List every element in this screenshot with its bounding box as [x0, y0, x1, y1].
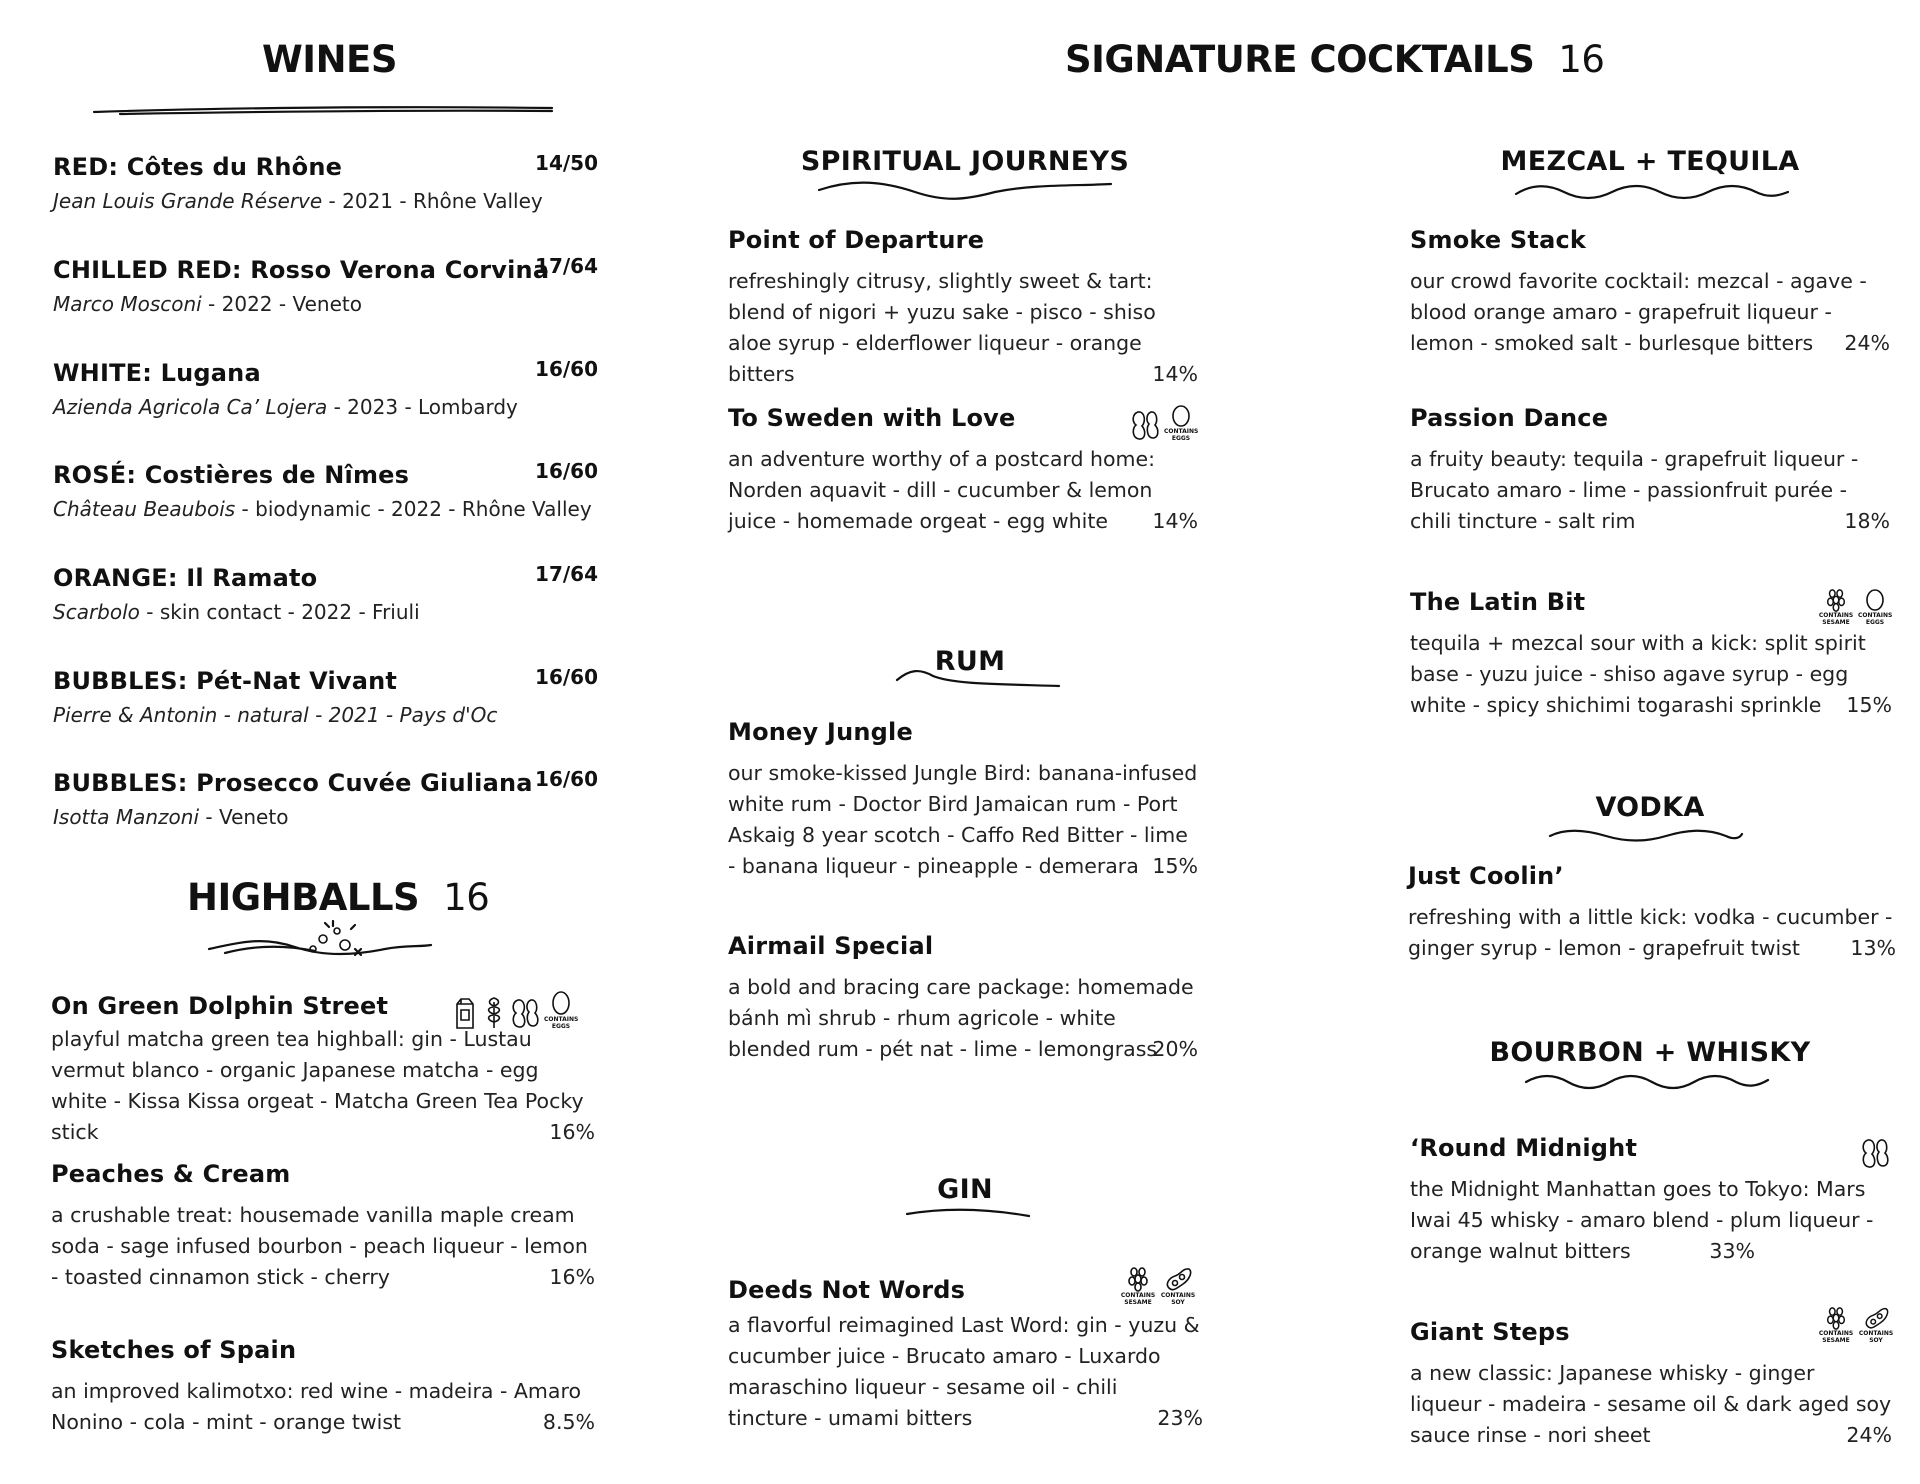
bourbon-underline — [1522, 1070, 1772, 1094]
cocktail-ingredients: refreshing with a little kick: vodka - cucumber - ginger syrup - lemon - grapefruit twist — [1408, 905, 1893, 960]
allergen-icons — [1130, 404, 1198, 442]
abv-percent: 24% — [1844, 331, 1890, 355]
cocktail-ingredients: refreshingly citrusy, slightly sweet & tart: blend of nigori + yuzu sake - pisco - shiso aloe syrup - elderflower liqueur - orange bitters — [728, 269, 1156, 386]
cocktail-name: To Sweden with Love — [728, 404, 1016, 432]
gin-underline — [903, 1204, 1033, 1224]
wine-price: 17/64 — [535, 254, 598, 278]
cocktail-description — [1410, 628, 1892, 721]
egg-icon — [544, 990, 578, 1030]
peanut-icon — [510, 996, 540, 1030]
allergen-label: CONTAINS EGGS — [1858, 612, 1893, 626]
abv-percent: 8.5% — [542, 1410, 595, 1434]
wine-name: CHILLED RED: Rosso Verona Corvina — [53, 256, 550, 284]
wheat-icon — [482, 996, 506, 1030]
allergen-icons — [1860, 1136, 1890, 1170]
vodka-heading: VODKA — [1595, 792, 1705, 823]
wine-description — [53, 805, 598, 829]
wine-description — [53, 703, 598, 727]
wine-name: RED: Côtes du Rhône — [53, 153, 343, 181]
mezcal-tequila-heading: MEZCAL + TEQUILA — [1500, 146, 1800, 177]
sesame-icon — [1818, 1306, 1854, 1344]
abv-percent: 15% — [1152, 854, 1198, 878]
milk-carton-icon — [452, 996, 478, 1030]
signature-price: 16 — [1558, 38, 1605, 81]
wine-description — [53, 292, 598, 316]
allergen-icons — [1120, 1266, 1196, 1306]
rum-underline — [893, 662, 1063, 692]
abv-percent: 33% — [1709, 1239, 1755, 1263]
cocktail-ingredients: playful matcha green tea highball: gin - Lustau vermut blanco - organic Japanese matcha - egg white - Kissa Kissa orgeat - Matcha Green Tea Pocky stick — [51, 1027, 584, 1144]
allergen-label: CONTAINS SOY — [1858, 1330, 1894, 1344]
wine-item — [53, 769, 598, 829]
spiritual-underline — [815, 178, 1115, 208]
highball-item — [51, 1160, 595, 1293]
wine-item — [53, 667, 598, 727]
wine-producer: Marco Mosconi — [53, 292, 202, 316]
cocktail-description — [1408, 902, 1896, 964]
cocktail-ingredients: tequila + mezcal sour with a kick: split spirit base - yuzu juice - shiso agave syrup - egg white - spicy shichimi togarashi sprinkle — [1410, 631, 1866, 717]
allergen-icons — [1818, 1306, 1894, 1344]
wine-description — [53, 395, 598, 419]
cocktail-item — [1410, 404, 1890, 537]
cocktail-name: On Green Dolphin Street — [51, 992, 389, 1020]
cocktail-name: Point of Departure — [728, 226, 985, 254]
wine-producer: Jean Louis Grande Réserve — [53, 189, 323, 213]
abv-percent: 14% — [1152, 362, 1198, 386]
wine-producer: Scarbolo — [53, 600, 140, 624]
wine-details: - 2023 - Lombardy — [327, 395, 518, 419]
cocktail-name: Just Coolin’ — [1408, 862, 1564, 890]
rum-heading: RUM — [934, 646, 1006, 677]
cocktail-description — [1410, 266, 1890, 359]
cocktail-description — [728, 266, 1198, 390]
wine-price: 17/64 — [535, 562, 598, 586]
cocktail-ingredients: a fruity beauty: tequila - grapefruit liqueur - Brucato amaro - lime - passionfruit purée - chili tincture - salt rim — [1410, 447, 1859, 533]
wine-item — [53, 564, 598, 624]
cocktail-ingredients: a new classic: Japanese whisky - ginger liqueur - madeira - sesame oil & dark aged soy sauce rinse - nori sheet — [1410, 1361, 1892, 1447]
abv-percent: 14% — [1152, 509, 1198, 533]
wine-price: 16/60 — [535, 357, 598, 381]
abv-percent: 23% — [1157, 1406, 1203, 1430]
cocktail-name: Giant Steps — [1410, 1318, 1570, 1346]
mezcal-underline — [1512, 180, 1792, 204]
cocktail-name: Airmail Special — [728, 932, 934, 960]
cocktail-item — [1408, 862, 1896, 964]
wine-name: BUBBLES: Pét-Nat Vivant — [53, 667, 398, 695]
wine-price: 14/50 — [535, 151, 598, 175]
allergen-label: CONTAINS SESAME — [1818, 1330, 1854, 1344]
cocktail-item — [1410, 226, 1890, 359]
wine-price: 16/60 — [535, 459, 598, 483]
egg-icon — [1858, 588, 1892, 626]
cocktail-description — [728, 758, 1198, 882]
cocktail-ingredients: an improved kalimotxo: red wine - madeira - Amaro Nonino - cola - mint - orange twist — [51, 1379, 581, 1434]
cocktail-item — [728, 226, 1198, 390]
cocktail-description — [1410, 444, 1890, 537]
wines-underline — [90, 100, 560, 122]
wine-details: - 2022 - Veneto — [201, 292, 362, 316]
cocktail-description — [1410, 1174, 1905, 1267]
abv-percent: 20% — [1152, 1037, 1198, 1061]
cocktail-ingredients: our smoke-kissed Jungle Bird: banana-infused white rum - Doctor Bird Jamaican rum - Port Askaig 8 year scotch - Caffo Red Bitter - lime - banana liqueur - pineapple - demerara — [728, 761, 1198, 878]
cocktail-description — [728, 444, 1198, 537]
wine-details: - biodynamic - 2022 - Rhône Valley — [235, 497, 592, 521]
wine-details: - skin contact - 2022 - Friuli — [139, 600, 420, 624]
soybean-icon — [1160, 1266, 1196, 1306]
allergen-label: CONTAINS SOY — [1160, 1292, 1196, 1306]
wine-price: 16/60 — [535, 767, 598, 791]
wine-item — [53, 153, 598, 213]
wine-price: 16/60 — [535, 665, 598, 689]
allergen-label: CONTAINS EGGS — [544, 1016, 579, 1030]
allergen-label: CONTAINS SESAME — [1818, 612, 1854, 626]
cocktail-ingredients: an adventure worthy of a postcard home: Norden aquavit - dill - cucumber & lemon juice - homemade orgeat - egg white — [728, 447, 1156, 533]
wine-producer: Azienda Agricola Ca’ Lojera — [53, 395, 328, 419]
wines-title: WINES — [262, 38, 397, 81]
abv-percent: 13% — [1850, 936, 1896, 960]
cocktail-ingredients: a flavorful reimagined Last Word: gin - yuzu & cucumber juice - Brucato amaro - Luxardo maraschino liqueur - sesame oil - chili tincture - umami bitters — [728, 1313, 1200, 1430]
allergen-icons — [452, 990, 578, 1030]
wine-item — [53, 461, 598, 521]
highballs-title-text: HIGHBALLS — [187, 876, 420, 919]
allergen-icons — [1818, 588, 1892, 626]
sesame-icon — [1120, 1266, 1156, 1306]
peanut-icon — [1130, 408, 1160, 442]
wine-name: ORANGE: Il Ramato — [53, 564, 318, 592]
spiritual-journeys-heading: SPIRITUAL JOURNEYS — [800, 146, 1130, 177]
cocktail-ingredients: the Midnight Manhattan goes to Tokyo: Mars Iwai 45 whisky - amaro blend - plum liqueur - orange walnut bitters — [1410, 1177, 1874, 1263]
vodka-underline — [1546, 824, 1746, 848]
wine-description — [53, 189, 598, 213]
cocktail-description — [728, 972, 1198, 1065]
cocktail-name: Sketches of Spain — [51, 1336, 297, 1364]
wine-name: BUBBLES: Prosecco Cuvée Giuliana — [53, 769, 533, 797]
cocktail-name: ‘Round Midnight — [1410, 1134, 1638, 1162]
abv-percent: 24% — [1846, 1423, 1892, 1447]
highballs-price: 16 — [443, 876, 490, 919]
cocktail-item — [728, 718, 1198, 882]
cocktail-name: The Latin Bit — [1410, 588, 1586, 616]
wine-name: WHITE: Lugana — [53, 359, 261, 387]
wine-details: - Veneto — [199, 805, 289, 829]
abv-percent: 18% — [1844, 509, 1890, 533]
cocktail-description — [51, 1200, 595, 1293]
cocktail-description — [728, 1310, 1203, 1434]
cocktail-description — [51, 1024, 595, 1148]
abv-percent: 16% — [549, 1120, 595, 1144]
cocktail-name: Passion Dance — [1410, 404, 1609, 432]
wine-producer: Pierre & Antonin - natural - 2021 - Pays d'Oc — [53, 703, 498, 727]
abv-percent: 15% — [1846, 693, 1892, 717]
signature-cocktails-title — [1065, 38, 1604, 81]
wine-producer: Château Beaubois — [53, 497, 236, 521]
cocktail-name: Deeds Not Words — [728, 1276, 966, 1304]
allergen-label: CONTAINS EGGS — [1164, 428, 1199, 442]
cocktail-description — [51, 1376, 595, 1438]
wine-producer: Isotta Manzoni — [53, 805, 200, 829]
signature-title-text: SIGNATURE COCKTAILS — [1065, 38, 1535, 81]
soybean-icon — [1858, 1306, 1894, 1344]
cocktail-item — [1410, 1134, 1880, 1267]
cocktail-item — [728, 404, 1198, 537]
wine-name: ROSÉ: Costières de Nîmes — [53, 461, 410, 489]
wine-details: - 2021 - Rhône Valley — [322, 189, 543, 213]
wine-description — [53, 497, 598, 521]
peanut-icon — [1860, 1136, 1890, 1170]
cocktail-name: Smoke Stack — [1410, 226, 1587, 254]
allergen-label: CONTAINS SESAME — [1120, 1292, 1156, 1306]
wine-item — [53, 256, 598, 316]
cocktail-item — [728, 932, 1198, 1065]
wine-item — [53, 359, 598, 419]
highball-item — [51, 1336, 595, 1438]
wine-description — [53, 600, 598, 624]
cocktail-ingredients: our crowd favorite cocktail: mezcal - agave - blood orange amaro - grapefruit liqueur - lemon - smoked salt - burlesque bitters — [1410, 269, 1867, 355]
cocktail-description — [1410, 1358, 1892, 1451]
highballs-title — [187, 876, 489, 919]
bourbon-whisky-heading: BOURBON + WHISKY — [1489, 1037, 1811, 1068]
abv-percent: 16% — [549, 1265, 595, 1289]
cocktail-name: Peaches & Cream — [51, 1160, 291, 1188]
cocktail-ingredients: a crushable treat: housemade vanilla maple cream soda - sage infused bourbon - peach liqueur - lemon - toasted cinnamon stick - cherry — [51, 1203, 588, 1289]
bubbles-divider — [205, 915, 435, 965]
cocktail-name: Money Jungle — [728, 718, 913, 746]
gin-heading: GIN — [937, 1174, 993, 1205]
cocktail-ingredients: a bold and bracing care package: homemade bánh mì shrub - rhum agricole - white blended rum - pét nat - lime - lemongrass — [728, 975, 1194, 1061]
sesame-icon — [1818, 588, 1854, 626]
egg-icon — [1164, 404, 1198, 442]
